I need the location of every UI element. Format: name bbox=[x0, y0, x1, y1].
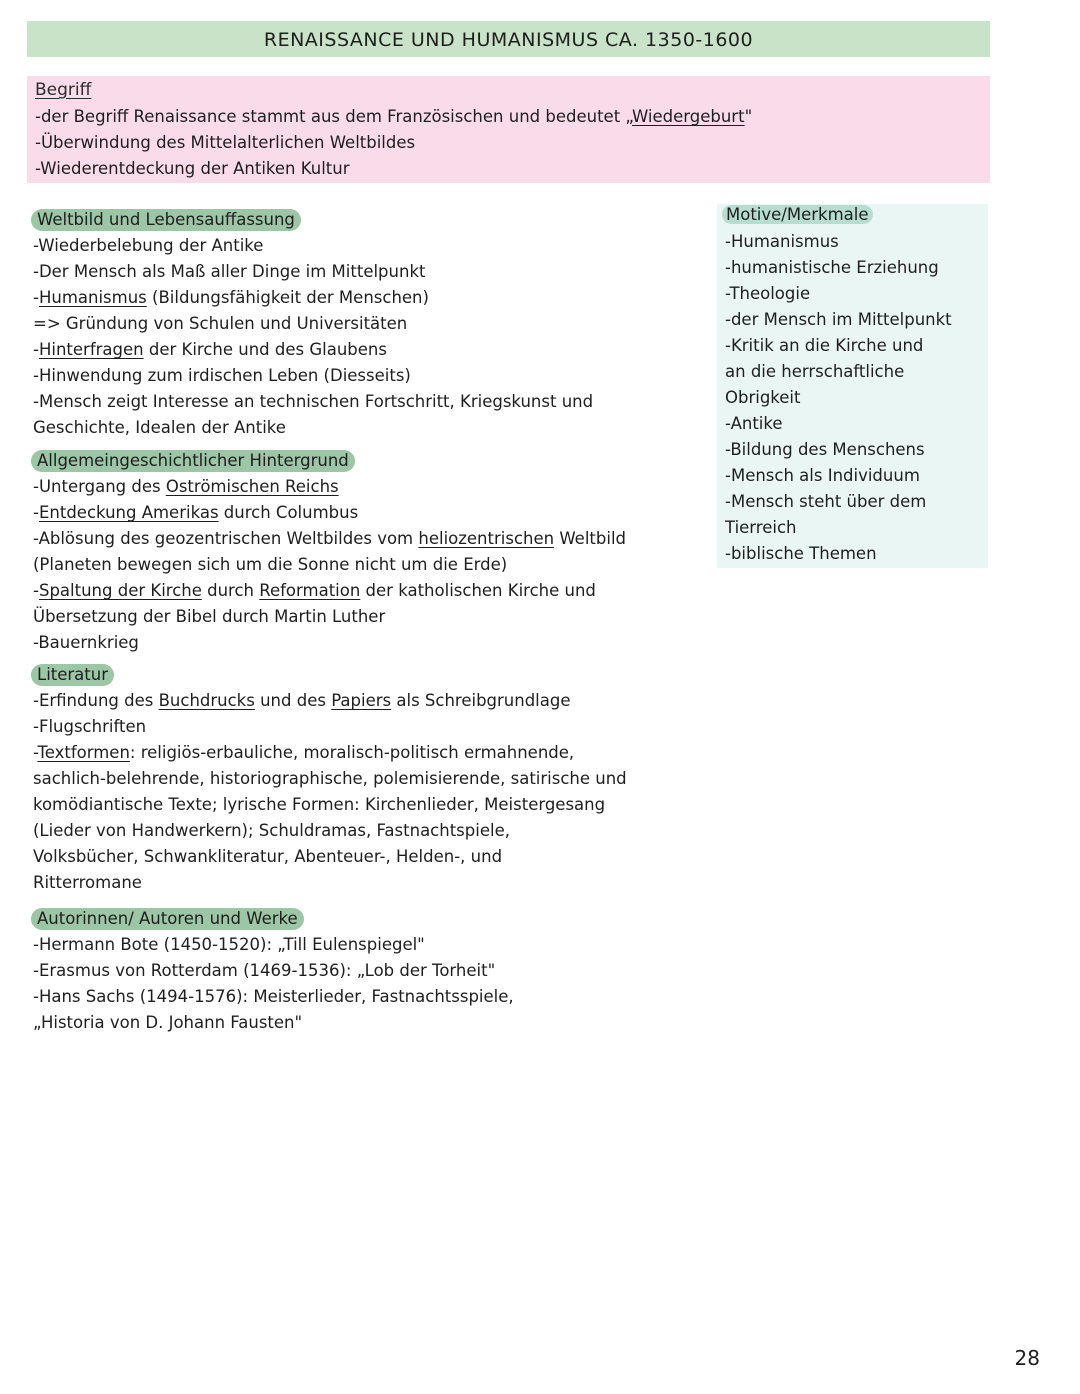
motive-item: -humanistische Erziehung bbox=[725, 258, 939, 277]
literatur-line: -Textformen: religiös-erbauliche, moralisch-politisch ermahnende, bbox=[33, 743, 575, 762]
literatur-line: -Erfindung des Buchdrucks und des Papiers als Schreibgrundlage bbox=[33, 691, 571, 710]
motive-item: -Mensch als Individuum bbox=[725, 466, 920, 485]
motive-list bbox=[725, 229, 987, 567]
literatur-line: komödiantische Texte; lyrische Formen: Kirchenlieder, Meistergesang bbox=[33, 795, 606, 814]
hintergrund-line: -Untergang des Oströmischen Reichs bbox=[33, 477, 339, 496]
literatur-line: -Flugschriften bbox=[33, 717, 147, 736]
motive-item: -Humanismus bbox=[725, 232, 839, 251]
motive-heading: Motive/Merkmale bbox=[722, 205, 873, 224]
literatur-heading: Literatur bbox=[31, 664, 114, 686]
begriff-line-1: -der Begriff Renaissance stammt aus dem Französischen und bedeutet „Wiedergeburt" bbox=[35, 107, 753, 126]
weltbild-section bbox=[33, 207, 713, 441]
motive-item: an die herrschaftliche bbox=[725, 362, 905, 381]
motive-merkmale-section bbox=[717, 204, 988, 568]
hintergrund-line: -Entdeckung Amerikas durch Columbus bbox=[33, 503, 359, 522]
weltbild-line: -Wiederbelebung der Antike bbox=[33, 236, 264, 255]
hintergrund-line: -Bauernkrieg bbox=[33, 633, 139, 652]
begriff-line-3: -Wiederentdeckung der Antiken Kultur bbox=[35, 159, 350, 178]
autoren-heading: Autorinnen/ Autoren und Werke bbox=[31, 908, 304, 930]
motive-item: -Bildung des Menschens bbox=[725, 440, 925, 459]
weltbild-heading: Weltbild und Lebensauffassung bbox=[31, 209, 301, 231]
hintergrund-line: -Spaltung der Kirche durch Reformation der katholischen Kirche und bbox=[33, 581, 596, 600]
autoren-line: „Historia von D. Johann Fausten" bbox=[33, 1013, 303, 1032]
begriff-lines bbox=[35, 104, 752, 182]
weltbild-line: -Der Mensch als Maß aller Dinge im Mittelpunkt bbox=[33, 262, 426, 281]
motive-item: -Mensch steht über dem bbox=[725, 492, 927, 511]
weltbild-line: -Hinterfragen der Kirche und des Glaubens bbox=[33, 340, 387, 359]
literatur-line: Volksbücher, Schwankliteratur, Abenteuer-, Helden-, und bbox=[33, 847, 503, 866]
hintergrund-line: (Planeten bewegen sich um die Sonne nicht um die Erde) bbox=[33, 555, 508, 574]
motive-item: -Kritik an die Kirche und bbox=[725, 336, 924, 355]
literatur-line: Ritterromane bbox=[33, 873, 142, 892]
hintergrund-line: Übersetzung der Bibel durch Martin Luther bbox=[33, 607, 386, 626]
autoren-line: -Hermann Bote (1450-1520): „Till Eulenspiegel" bbox=[33, 935, 425, 954]
motive-item: -biblische Themen bbox=[725, 544, 877, 563]
weltbild-line: => Gründung von Schulen und Universitäten bbox=[33, 314, 408, 333]
hintergrund-line: -Ablösung des geozentrischen Weltbildes vom heliozentrischen Weltbild bbox=[33, 529, 627, 548]
motive-item: Obrigkeit bbox=[725, 388, 801, 407]
motive-item: -Theologie bbox=[725, 284, 811, 303]
motive-item: -Antike bbox=[725, 414, 783, 433]
weltbild-line: -Humanismus (Bildungsfähigkeit der Menschen) bbox=[33, 288, 429, 307]
begriff-line-2: -Überwindung des Mittelalterlichen Weltbildes bbox=[35, 133, 416, 152]
autoren-line: -Hans Sachs (1494-1576): Meisterlieder, Fastnachtsspiele, bbox=[33, 987, 514, 1006]
literatur-line: (Lieder von Handwerkern); Schuldramas, Fastnachtspiele, bbox=[33, 821, 510, 840]
weltbild-line: -Mensch zeigt Interesse an technischen Fortschritt, Kriegskunst und bbox=[33, 392, 594, 411]
begriff-heading: Begriff bbox=[35, 80, 92, 100]
hintergrund-section bbox=[33, 448, 713, 656]
hintergrund-heading: Allgemeingeschichtlicher Hintergrund bbox=[31, 450, 355, 472]
motive-item: -der Mensch im Mittelpunkt bbox=[725, 310, 952, 329]
weltbild-line: -Hinwendung zum irdischen Leben (Diesseits) bbox=[33, 366, 411, 385]
autoren-section bbox=[33, 906, 713, 1036]
wiedergeburt-term: Wiedergeburt bbox=[631, 107, 745, 126]
weltbild-line: Geschichte, Idealen der Antike bbox=[33, 418, 286, 437]
motive-item: Tierreich bbox=[725, 518, 797, 537]
page-title: RENAISSANCE UND HUMANISMUS CA. 1350-1600 bbox=[27, 21, 990, 57]
literatur-section bbox=[33, 662, 713, 896]
autoren-line: -Erasmus von Rotterdam (1469-1536): „Lob der Torheit" bbox=[33, 961, 496, 980]
page-number: 28 bbox=[1014, 1346, 1040, 1370]
literatur-line: sachlich-belehrende, historiographische, polemisierende, satirische und bbox=[33, 769, 627, 788]
begriff-section bbox=[27, 76, 990, 183]
